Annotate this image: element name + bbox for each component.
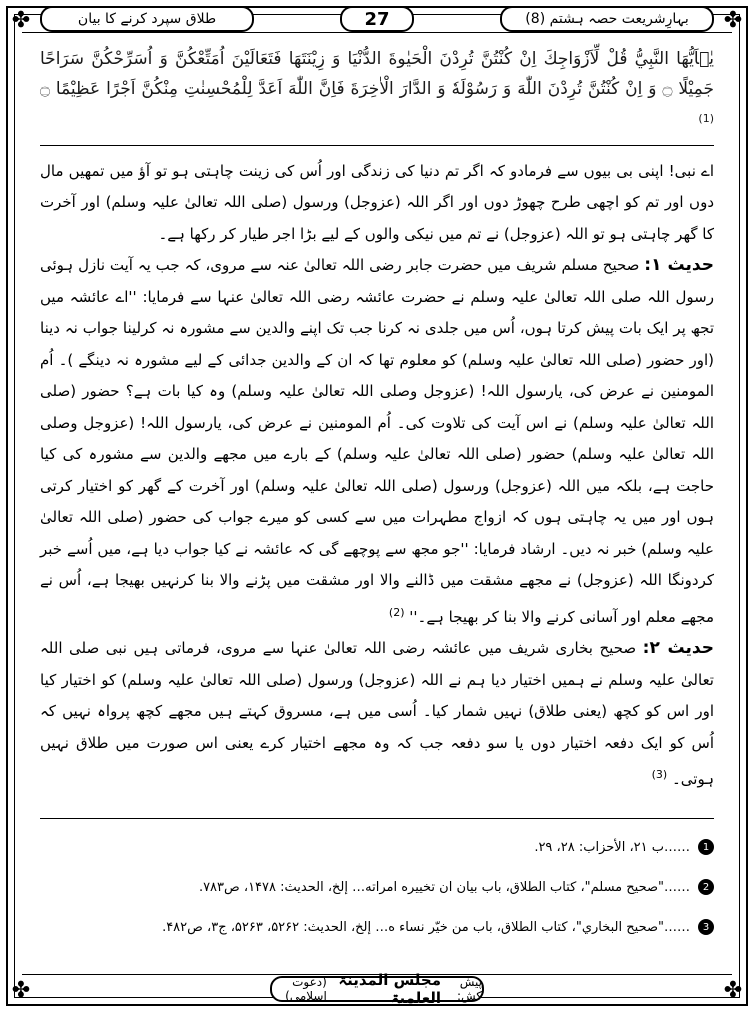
translation-text: اے نبی! اپنی بی بیوں سے فرمادو کہ اگر تم دنیا کی زندگی اور اُس کی زینت چاہتی ہو تو آؤ میں تمھیں مال دوں اور تم کو اچھی طرح چھوڑ دوں اور اگر اللہ (عزوجل) ورسول (صلی اللہ تعالیٰ علیہ وسلم) اور آخرت کا گھر چاہتی ہو تو اللہ (عزوجل) نے تم میں نیکی والوں کے لیے بڑا اجر طیار کر رکھا ہے۔ bbox=[40, 161, 714, 243]
publisher-sub: (دعوت اسلامی) bbox=[285, 975, 327, 1003]
corner-ornament-icon: ✤ bbox=[723, 978, 743, 1003]
translation-paragraph bbox=[40, 156, 714, 251]
chapter-title-box bbox=[40, 6, 254, 32]
hadith-2 bbox=[40, 633, 714, 796]
footnotes bbox=[40, 818, 714, 947]
book-title-box bbox=[500, 6, 714, 32]
corner-ornament-icon: ✤ bbox=[11, 978, 31, 1003]
hadith-1-ref: (2) bbox=[388, 605, 405, 619]
hadith-1-text: صحیح مسلم شریف میں حضرت جابر رضی اللہ تعالیٰ عنہ سے مروی، کہ جب یہ آیت نازل ہوئی رسول اللہ صلی اللہ تعالیٰ علیہ وسلم نے حضرت عائشہ رضی اللہ تعالیٰ عنہا سے فرمایا: ''اے عائشہ میں تجھ پر ایک بات پیش کرتا ہوں، اُس میں جلدی نہ کرنا جب تک اپنے والدین سے مشورہ نہ کرلینا جواب نہ دینا (اور حضور (صلی اللہ تعالیٰ علیہ وسلم) کو معلوم تھا کہ ان کے والدین جدائی کے لیے مشورہ نہ دینگے )۔ اُم المومنین نے عرض کی، یارسول اللہ! (عزوجل وصلی اللہ تعالیٰ علیہ وسلم) وہ کیا بات ہے؟ حضور (صلی اللہ تعالیٰ علیہ وسلم) نے اس آیت کی تلاوت کی۔ اُم المومنین نے عرض کی، یارسول اللہ! (عزوجل وصلی اللہ تعالیٰ علیہ وسلم) حضور (صلی اللہ تعالیٰ علیہ وسلم) کے بارے میں مجھے والدین سے مشورہ کی کیا حاجت ہے، بلکہ میں اللہ (عزوجل) ورسول (صلی اللہ تعالیٰ علیہ وسلم) اور آخرت کے گھر کو اختیار کرتی ہوں اور میں یہ چاہتی ہوں کہ ازواج مطہرات میں سے کسی کو میرے جواب کی حضور (صلی اللہ تعالیٰ علیہ وسلم) خبر نہ دیں۔ ارشاد فرمایا: ''جو مجھ سے پوچھے گی کہ عائشہ نے کیا جواب دیا ہے، میں اُسے خبر کردونگا اللہ (عزوجل) نے مجھے مشقت میں ڈالنے والا اور مشقت میں پڑنے والا بنا کرنہیں بھیجا ہے، اُس نے مجھے معلم اور آسانی کرنے والا بنا کر بھیجا ہے۔'' bbox=[40, 256, 715, 626]
publisher-box bbox=[270, 971, 484, 1007]
corner-ornament-icon: ✤ bbox=[11, 8, 31, 33]
footnote-text: ……ب ۲۱، الأحزاب: ۲۸، ۲۹. bbox=[534, 839, 690, 855]
footnote-item bbox=[40, 867, 714, 907]
footnote-text: ……"صحيح البخاري"، كتاب الطلاق، باب من خيّر نساء ه… إلخ، الحديث: ۵۲۶۲، ۵۲۶۳، ج۳، ص۴۸۲. bbox=[162, 919, 690, 935]
hadith-2-ref: (3) bbox=[651, 768, 668, 782]
footnote-number: 3 bbox=[698, 919, 714, 935]
footnote-item bbox=[40, 907, 714, 947]
footnote-item bbox=[40, 827, 714, 867]
page-number: 27 bbox=[364, 8, 390, 30]
quran-ref: (1) bbox=[698, 112, 714, 125]
header-rule bbox=[22, 32, 732, 33]
footnote-number: 2 bbox=[698, 879, 714, 895]
main-content bbox=[40, 44, 714, 796]
page-number-box bbox=[340, 6, 414, 32]
chapter-title: طلاق سپرد کرنے کا بیان bbox=[77, 11, 217, 27]
footnote-number: 1 bbox=[698, 839, 714, 855]
hadith-1-heading: حدیث ۱: bbox=[644, 255, 714, 276]
hadith-2-heading: حدیث ۲: bbox=[642, 638, 714, 659]
presenter-label: پیش کش: bbox=[456, 975, 482, 1003]
book-title: بہارِشریعت حصہ ہشتم (8) bbox=[525, 11, 689, 27]
publisher-name: مجلس المدینۃ العلمیۃ bbox=[338, 971, 442, 1007]
corner-ornament-icon: ✤ bbox=[723, 8, 743, 33]
hadith-2-text: صحیح بخاری شریف میں عائشہ رضی اللہ تعالیٰ عنہا سے مروی، فرماتی ہیں نبی صلی اللہ تعالیٰ علیہ وسلم نے ہمیں اختیار دیا ہم نے اللہ (عزوجل) ورسول (صلی اللہ تعالیٰ علیہ وسلم) کو اختیار کیا اور اس کو کچھ (یعنی طلاق) نہیں شمار کیا۔ اُسی میں ہے، مسروق کہتے ہیں مجھے کچھ پرواہ نہیں کہ اُس کو ایک دفعہ اختیار دوں یا سو دفعہ جب کہ وہ مجھے اختیار کرے یعنی اس صورت میں طلاق نہیں ہوتی۔ bbox=[40, 639, 714, 789]
hadith-1 bbox=[40, 250, 714, 633]
quran-verse-block bbox=[40, 44, 714, 146]
quran-verse: يٰۤاَيُّهَا النَّبِيُّ قُلْ لِّاَزْوَاجِكَ اِنْ كُنْتُنَّ تُرِدْنَ الْحَيٰوةَ الدُّنْيَا وَ زِيْنَتَهَا فَتَعَالَيْنَ اُمَتِّعْكُنَّ وَ اُسَرِّحْكُنَّ سَرَاحًا جَمِيْلًا ۝ وَ اِنْ كُنْتُنَّ تُرِدْنَ اللّٰهَ وَ رَسُوْلَهٗ وَ الدَّارَ الْاٰخِرَةَ فَاِنَّ اللّٰهَ اَعَدَّ لِلْمُحْسِنٰتِ مِنْكُنَّ اَجْرًا عَظِيْمًا ۝ bbox=[40, 49, 714, 99]
footnote-text: ……"صحيح مسلم"، كتاب الطلاق، باب بيان ان تخييره امراته… إلخ، الحديث: ۱۴۷۸، ص۷۸۳. bbox=[198, 879, 690, 895]
